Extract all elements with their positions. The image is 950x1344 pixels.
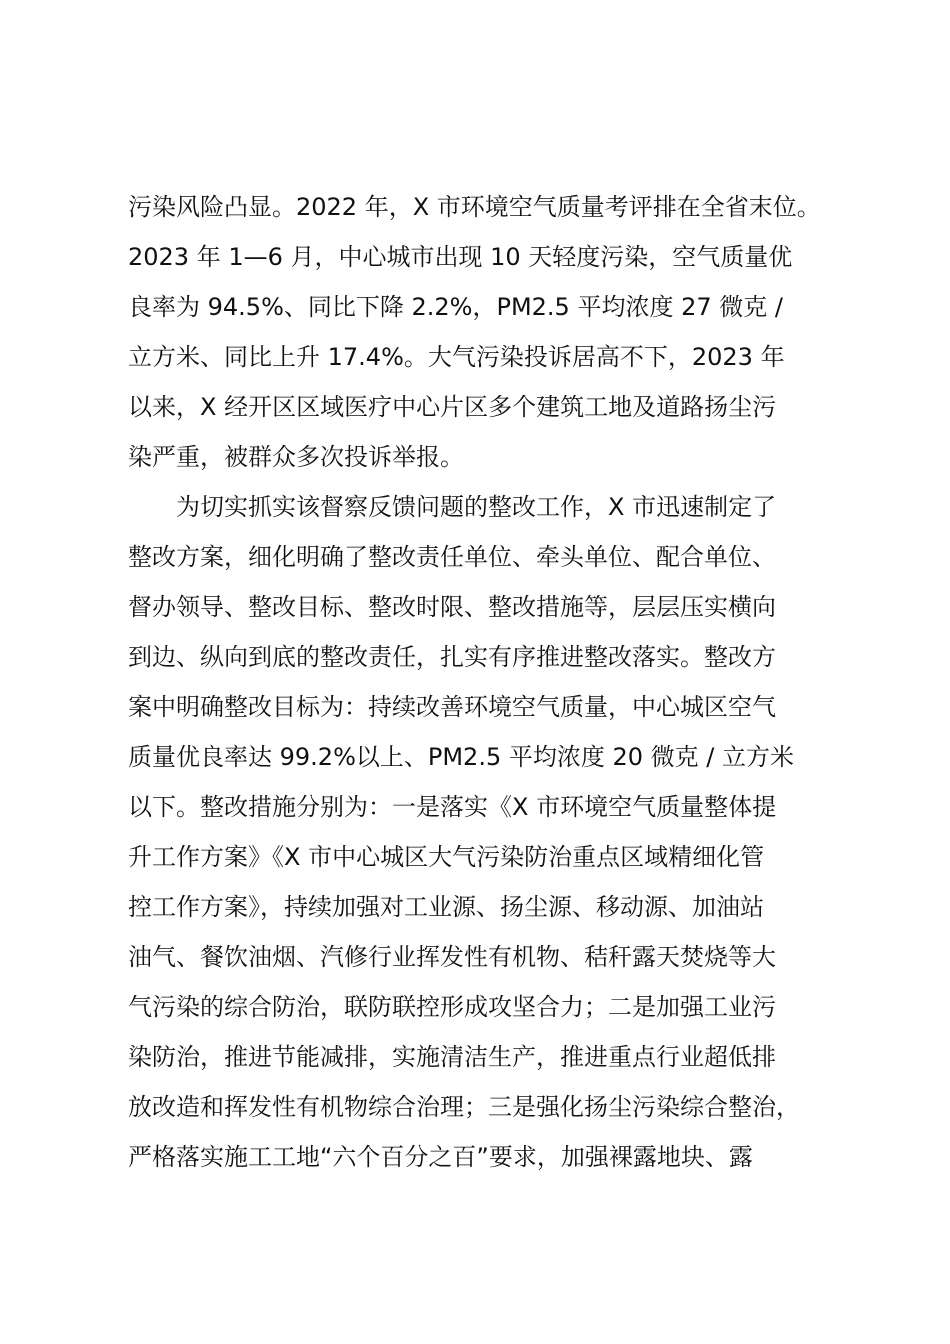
paragraph-line: 案中明确整改目标为：持续改善环境空气质量，中心城区空气: [128, 693, 776, 721]
paragraph-line: 整改方案，细化明确了整改责任单位、牵头单位、配合单位、: [128, 543, 776, 571]
paragraph-line: 气污染的综合防治，联防联控形成攻坚合力；二是加强工业污: [128, 993, 776, 1021]
paragraph-line: 放改造和挥发性有机物综合治理；三是强化扬尘污染综合整治，: [128, 1093, 800, 1121]
paragraph-line: 质量优良率达 99.2%以上、PM2.5 平均浓度 20 微克 / 立方米: [128, 743, 794, 771]
paragraph-line: 升工作方案》《X 市中心城区大气污染防治重点区域精细化管: [128, 843, 765, 871]
paragraph-line: 以下。整改措施分别为：一是落实《X 市环境空气质量整体提: [128, 793, 777, 821]
paragraph-line: 染防治，推进节能减排，实施清洁生产，推进重点行业超低排: [128, 1043, 776, 1071]
paragraph-line: 到边、纵向到底的整改责任，扎实有序推进整改落实。整改方: [128, 643, 776, 671]
paragraph-line: 良率为 94.5%、同比下降 2.2%，PM2.5 平均浓度 27 微克 /: [128, 293, 783, 321]
paragraph-line: 2023 年 1—6 月，中心城市出现 10 天轻度污染，空气质量优: [128, 243, 793, 271]
paragraph-first-line: 为切实抓实该督察反馈问题的整改工作，X 市迅速制定了: [176, 493, 777, 521]
paragraph-line: 染严重，被群众多次投诉举报。: [128, 443, 464, 471]
paragraph-line: 立方米、同比上升 17.4%。大气污染投诉居高不下，2023 年: [128, 343, 785, 371]
paragraph-line: 污染风险凸显。2022 年，X 市环境空气质量考评排在全省末位。: [128, 193, 821, 221]
paragraph-line: 控工作方案》，持续加强对工业源、扬尘源、移动源、加油站: [128, 893, 764, 921]
paragraph-line: 严格落实施工工地“六个百分之百”要求，加强裸露地块、露: [128, 1143, 753, 1171]
paragraph-line: 油气、餐饮油烟、汽修行业挥发性有机物、秸秆露天焚烧等大: [128, 943, 776, 971]
document-body: [128, 182, 840, 1182]
paragraph-line: 以来，X 经开区区域医疗中心片区多个建筑工地及道路扬尘污: [128, 393, 777, 421]
paragraph-line: 督办领导、整改目标、整改时限、整改措施等，层层压实横向: [128, 593, 776, 621]
